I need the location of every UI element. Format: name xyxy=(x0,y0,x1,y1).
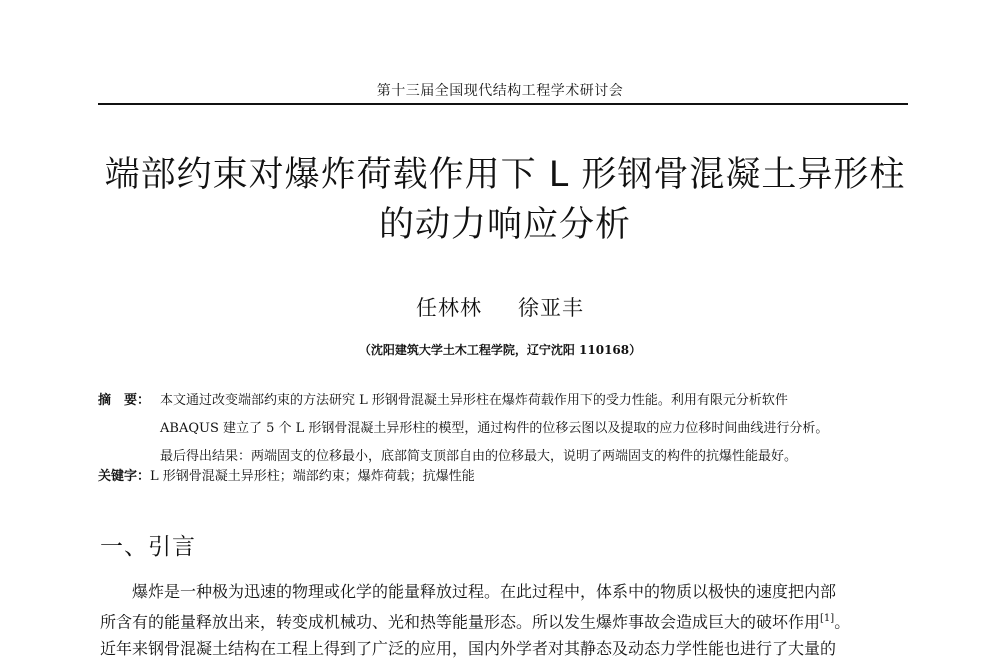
header-rule xyxy=(98,103,908,105)
body-line-end: 。 xyxy=(834,612,851,632)
body-line: 近年来钢骨混凝土结构在工程上得到了广泛的应用，国内外学者对其静态及动态力学性能也进行了大量的 xyxy=(100,639,837,659)
author-2: 徐亚丰 xyxy=(518,296,584,320)
body-line: 爆炸是一种极为迅速的物理或化学的能量释放过程。在此过程中，体系中的物质以极快的速度把内部 xyxy=(132,582,837,601)
keywords-text: L 形钢骨混凝土异形柱；端部约束；爆炸荷载；抗爆性能 xyxy=(150,469,475,484)
keywords-label: 关键字： xyxy=(98,469,151,484)
body-line-text: 所含有的能量释放出来，转变成机械功、光和热等能量形态。所以发生爆炸事故会造成巨大的破坏作用 xyxy=(100,612,821,632)
abstract-line: 最后得出结果：两端固支的位移最小，底部简支顶部自由的位移最大，说明了两端固支的构件的抗爆性能最好。 xyxy=(160,449,798,464)
keywords xyxy=(98,466,918,488)
abstract-label: 摘 要： xyxy=(98,393,151,408)
citation-ref[interactable]: [1] xyxy=(820,613,835,624)
body-line xyxy=(100,605,915,635)
author-1: 任林林 xyxy=(416,296,482,320)
body-paragraph xyxy=(100,578,915,662)
section-heading-introduction: 一、引言 xyxy=(100,534,196,560)
abstract xyxy=(98,387,918,471)
title-line-2: 的动力响应分析 xyxy=(378,205,631,245)
running-head: 第十三届全国现代结构工程学术研讨会 xyxy=(376,83,624,99)
abstract-line: 本文通过改变端部约束的方法研究 L 形钢骨混凝土异形柱在爆炸荷载作用下的受力性能。利用有限元分析软件 xyxy=(160,393,788,408)
title-line-1: 端部约束对爆炸荷载作用下 L 形钢骨混凝土异形柱 xyxy=(104,155,906,195)
affiliation: （沈阳建筑大学土木工程学院，辽宁沈阳 110168） xyxy=(358,343,642,357)
abstract-line: ABAQUS 建立了 5 个 L 形钢骨混凝土异形柱的模型，通过构件的位移云图以及提取的应力位移时间曲线进行分析。 xyxy=(160,421,829,436)
authors xyxy=(0,292,1000,322)
abstract-text xyxy=(160,387,918,471)
paper-title xyxy=(90,150,920,250)
